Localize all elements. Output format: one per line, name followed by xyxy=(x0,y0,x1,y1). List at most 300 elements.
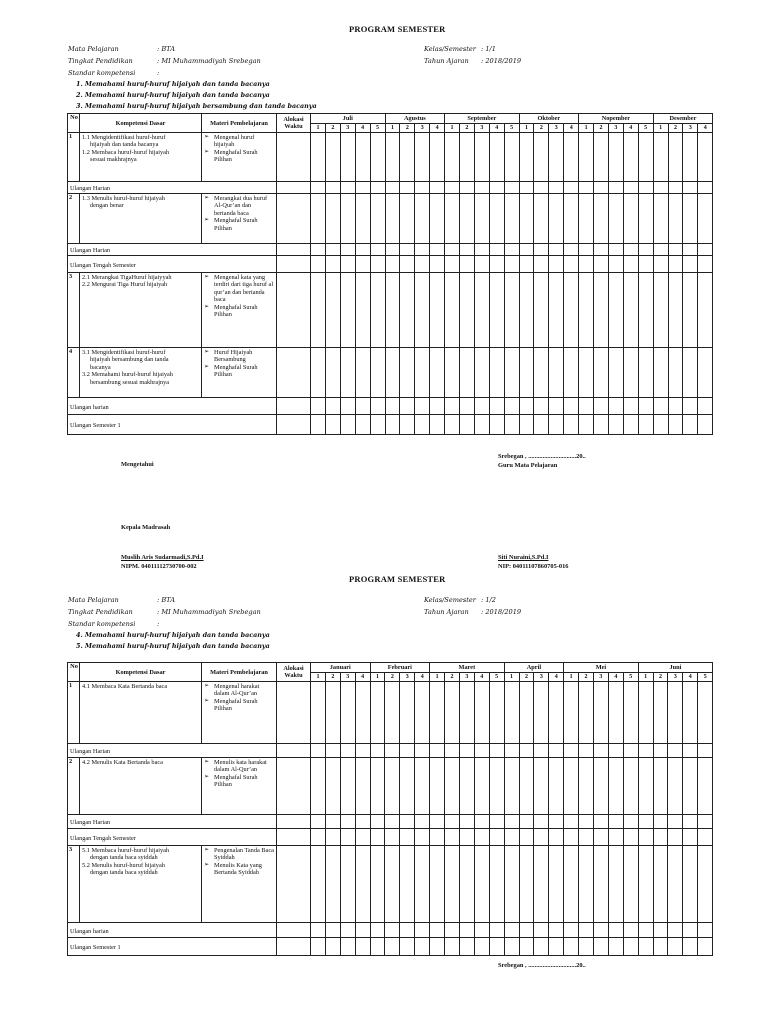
week-cell xyxy=(593,846,608,923)
week-cell xyxy=(311,938,326,956)
table-row xyxy=(68,829,713,846)
kepala-nip: NIPM. 04011112730700-002 xyxy=(121,563,197,570)
materi-item: ➢ Menghafal Surah Pilihan xyxy=(204,774,274,789)
week-header: 3 xyxy=(549,124,564,133)
week-cell xyxy=(385,348,400,398)
week-cell xyxy=(549,182,564,194)
kompetensi-dasar-cell xyxy=(80,682,202,744)
week-header: 3 xyxy=(340,124,355,133)
week-cell xyxy=(608,744,623,758)
week-cell xyxy=(623,194,638,244)
table-row xyxy=(68,415,713,435)
week-cell xyxy=(370,244,385,256)
week-cell xyxy=(608,256,623,273)
week-cell xyxy=(638,273,653,348)
col-kd-header: Kompetensi Dasar xyxy=(80,663,202,682)
week-cell xyxy=(549,415,564,435)
week-cell xyxy=(445,829,460,846)
col-no-header: No xyxy=(68,114,80,133)
table-row xyxy=(68,846,713,923)
week-cell xyxy=(638,398,653,415)
week-cell xyxy=(355,256,370,273)
week-cell xyxy=(638,256,653,273)
week-cell xyxy=(459,758,474,815)
week-cell xyxy=(564,682,579,744)
week-header: 5 xyxy=(489,673,504,682)
week-cell xyxy=(668,815,683,829)
week-cell xyxy=(549,744,564,758)
week-cell xyxy=(355,348,370,398)
week-cell xyxy=(564,273,579,348)
week-cell xyxy=(430,815,445,829)
week-cell xyxy=(430,256,445,273)
ulangan-cell: Ulangan Harian xyxy=(68,244,277,256)
kompetensi-dasar-cell xyxy=(80,758,202,815)
week-cell xyxy=(340,182,355,194)
week-cell xyxy=(325,758,340,815)
week-cell xyxy=(400,256,415,273)
week-cell xyxy=(653,846,668,923)
week-cell xyxy=(504,923,519,938)
week-cell xyxy=(683,758,698,815)
kd-line: 4.1 Membaca Kata Bertanda baca xyxy=(82,683,168,690)
table-row xyxy=(68,398,713,415)
week-cell xyxy=(504,398,519,415)
week-cell xyxy=(430,398,445,415)
week-cell xyxy=(623,398,638,415)
alokasi-cell xyxy=(277,133,311,182)
week-cell xyxy=(474,133,489,182)
week-cell xyxy=(459,815,474,829)
week-cell xyxy=(370,758,385,815)
tahun-label: Tahun Ajaran xyxy=(424,57,469,65)
week-cell xyxy=(564,815,579,829)
kelas-label: Kelas/Semester xyxy=(424,596,476,604)
week-header: 5 xyxy=(623,673,638,682)
week-cell xyxy=(549,938,564,956)
week-cell xyxy=(325,829,340,846)
week-cell xyxy=(579,194,594,244)
kompetensi-dasar-cell xyxy=(80,133,202,182)
week-cell xyxy=(474,348,489,398)
week-cell xyxy=(594,133,609,182)
week-cell xyxy=(549,348,564,398)
materi-item: ➢ Huruf Hijaiyah Bersambung xyxy=(204,349,274,364)
materi-item: ➢ Menghafal Surah Pilihan xyxy=(204,698,274,713)
guru-label: Guru Mata Pelajaran xyxy=(498,462,558,469)
week-cell xyxy=(698,348,713,398)
alokasi-cell xyxy=(277,815,311,829)
week-cell xyxy=(653,256,668,273)
week-cell xyxy=(474,846,489,923)
week-cell xyxy=(623,415,638,435)
kd-line: 3.1 Mengidentifikasi huruf-huruf xyxy=(82,349,166,356)
week-cell xyxy=(400,273,415,348)
materi-cell xyxy=(202,348,277,398)
week-cell xyxy=(504,273,519,348)
sk-colon: : xyxy=(157,69,160,77)
week-cell xyxy=(519,758,534,815)
week-cell xyxy=(430,273,445,348)
table-row xyxy=(68,348,713,398)
month-header: Agustus xyxy=(385,114,445,124)
tingkat-label: Tingkat Pendidikan xyxy=(68,608,133,616)
materi-cell xyxy=(202,758,277,815)
week-cell xyxy=(593,758,608,815)
kelas-label: Kelas/Semester xyxy=(424,45,476,53)
kd-line: 5.1 Membaca huruf-huruf hijaiyah xyxy=(82,847,170,854)
week-cell xyxy=(683,846,698,923)
week-cell xyxy=(534,398,549,415)
week-cell xyxy=(325,846,340,923)
materi-cell xyxy=(202,194,277,244)
week-cell xyxy=(579,815,594,829)
week-cell xyxy=(370,273,385,348)
week-cell xyxy=(355,744,370,758)
week-header: 2 xyxy=(325,673,340,682)
week-cell xyxy=(638,846,653,923)
materi-cell xyxy=(202,682,277,744)
week-cell xyxy=(519,829,534,846)
week-cell xyxy=(593,923,608,938)
week-cell xyxy=(445,682,460,744)
week-cell xyxy=(489,182,504,194)
week-header: 5 xyxy=(504,124,519,133)
week-cell xyxy=(370,415,385,435)
week-cell xyxy=(623,938,638,956)
week-cell xyxy=(489,256,504,273)
table-row xyxy=(68,182,713,194)
week-cell xyxy=(355,938,370,956)
week-cell xyxy=(698,415,713,435)
week-cell xyxy=(638,244,653,256)
week-cell xyxy=(415,244,430,256)
week-header: 4 xyxy=(355,673,370,682)
week-cell xyxy=(564,182,579,194)
week-header: 5 xyxy=(698,673,713,682)
week-header: 3 xyxy=(340,673,355,682)
kd-line: dengan tanda baca syiddah xyxy=(90,869,158,877)
alokasi-cell xyxy=(277,194,311,244)
week-header: 2 xyxy=(519,673,534,682)
materi-item: ➢ Menulis Kata yang Bertanda Syiddah xyxy=(204,862,274,877)
week-cell xyxy=(400,182,415,194)
week-cell xyxy=(549,829,564,846)
row-number: 3 xyxy=(68,846,80,923)
week-cell xyxy=(415,758,430,815)
week-cell xyxy=(504,256,519,273)
week-cell xyxy=(683,348,698,398)
week-cell xyxy=(415,923,430,938)
week-cell xyxy=(668,744,683,758)
week-cell xyxy=(489,244,504,256)
week-cell xyxy=(430,182,445,194)
week-cell xyxy=(549,398,564,415)
week-cell xyxy=(355,682,370,744)
week-cell xyxy=(608,194,623,244)
week-cell xyxy=(519,256,534,273)
week-cell xyxy=(370,846,385,923)
week-cell xyxy=(459,398,474,415)
week-cell xyxy=(564,348,579,398)
mapel-label: Mata Pelajaran xyxy=(68,45,119,53)
kompetensi-dasar-cell xyxy=(80,846,202,923)
kd-line: 1.2 Membaca huruf-huruf hijaiyah xyxy=(82,148,170,156)
materi-cell xyxy=(202,846,277,923)
week-cell xyxy=(504,682,519,744)
week-cell xyxy=(593,744,608,758)
kompetensi-dasar-cell xyxy=(80,194,202,244)
week-cell xyxy=(594,415,609,435)
ulangan-cell: Ulangan harian xyxy=(68,398,277,415)
week-cell xyxy=(325,923,340,938)
week-header: 3 xyxy=(534,673,549,682)
mapel-label: Mata Pelajaran xyxy=(68,596,119,604)
week-cell xyxy=(564,398,579,415)
week-header: 2 xyxy=(534,124,549,133)
week-cell xyxy=(519,133,534,182)
week-cell xyxy=(489,829,504,846)
week-cell xyxy=(623,682,638,744)
week-header: 3 xyxy=(459,673,474,682)
week-cell xyxy=(534,256,549,273)
week-cell xyxy=(415,415,430,435)
week-header: 1 xyxy=(564,673,579,682)
ulangan-cell: Ulangan Tengah Semester xyxy=(68,256,277,273)
week-cell xyxy=(355,244,370,256)
week-cell xyxy=(311,398,326,415)
ulangan-cell: Ulangan Harian xyxy=(68,744,277,758)
week-header: 4 xyxy=(564,124,579,133)
week-cell xyxy=(445,758,460,815)
week-cell xyxy=(400,846,415,923)
week-cell xyxy=(504,938,519,956)
week-cell xyxy=(594,273,609,348)
week-cell xyxy=(564,938,579,956)
week-cell xyxy=(698,194,713,244)
week-header: 4 xyxy=(474,673,489,682)
week-header: 1 xyxy=(311,124,326,133)
week-cell xyxy=(445,273,460,348)
week-cell xyxy=(445,938,460,956)
week-cell xyxy=(608,682,623,744)
week-cell xyxy=(534,744,549,758)
week-cell xyxy=(623,348,638,398)
week-cell xyxy=(415,846,430,923)
week-cell xyxy=(445,923,460,938)
week-cell xyxy=(608,758,623,815)
materi-cell xyxy=(202,273,277,348)
materi-item: ➢ Menulis kata harakat dalam Al-Qur’an xyxy=(204,759,274,774)
week-cell xyxy=(504,829,519,846)
guru-nip: NIP: 04011107860705-016 xyxy=(498,563,569,570)
col-no-header: No xyxy=(68,663,80,682)
mapel-value: : BTA xyxy=(157,45,175,53)
week-cell xyxy=(385,829,400,846)
week-cell xyxy=(683,273,698,348)
week-cell xyxy=(325,256,340,273)
week-cell xyxy=(549,758,564,815)
week-cell xyxy=(579,182,594,194)
week-cell xyxy=(668,273,683,348)
kd-line: 4.2 Menulis Kata Bertanda baca xyxy=(82,759,163,766)
week-cell xyxy=(355,182,370,194)
week-cell xyxy=(608,846,623,923)
mapel-value: : BTA xyxy=(157,596,175,604)
materi-item: ➢ Mengenal harakat dalam Al-Qur’an xyxy=(204,683,274,698)
week-cell xyxy=(430,682,445,744)
week-cell xyxy=(489,815,504,829)
week-cell xyxy=(385,415,400,435)
week-cell xyxy=(311,815,326,829)
alokasi-cell xyxy=(277,829,311,846)
week-cell xyxy=(579,415,594,435)
week-cell xyxy=(519,846,534,923)
sk-item: 3. Memahami huruf-huruf hijaiyah bersambung dan tanda bacanya xyxy=(76,102,317,110)
week-cell xyxy=(549,815,564,829)
week-cell xyxy=(534,244,549,256)
week-cell xyxy=(340,758,355,815)
week-cell xyxy=(489,758,504,815)
tingkat-label: Tingkat Pendidikan xyxy=(68,57,133,65)
program-table-sem2 xyxy=(67,662,713,956)
week-cell xyxy=(534,815,549,829)
week-cell xyxy=(459,829,474,846)
alokasi-cell xyxy=(277,348,311,398)
week-cell xyxy=(534,938,549,956)
week-cell xyxy=(430,846,445,923)
col-aw-header xyxy=(277,114,311,133)
week-cell xyxy=(370,815,385,829)
week-header: 4 xyxy=(415,673,430,682)
week-cell xyxy=(459,256,474,273)
week-cell xyxy=(683,923,698,938)
week-cell xyxy=(534,194,549,244)
ulangan-cell: Ulangan Harian xyxy=(68,182,277,194)
week-cell xyxy=(400,938,415,956)
materi-item: ➢ Menghafal Surah Pilihan xyxy=(204,217,274,232)
week-cell xyxy=(579,256,594,273)
week-cell xyxy=(504,182,519,194)
alokasi-cell xyxy=(277,846,311,923)
kepala-name: Muslih Aris Sudarmadi,S.Pd.I xyxy=(121,554,204,561)
week-cell xyxy=(355,923,370,938)
week-cell xyxy=(355,846,370,923)
week-cell xyxy=(311,256,326,273)
week-cell xyxy=(489,744,504,758)
row-number: 1 xyxy=(68,133,80,182)
materi-item: ➢ Pengenalan Tanda Baca Syiddah xyxy=(204,847,274,862)
materi-item: ➢ Mengenal huruf hijaiyah xyxy=(204,134,274,149)
week-cell xyxy=(489,398,504,415)
week-cell xyxy=(668,194,683,244)
week-cell xyxy=(698,182,713,194)
week-cell xyxy=(325,244,340,256)
week-cell xyxy=(489,682,504,744)
week-cell xyxy=(445,256,460,273)
week-cell xyxy=(668,923,683,938)
week-cell xyxy=(445,244,460,256)
week-cell xyxy=(459,923,474,938)
week-cell xyxy=(385,256,400,273)
tahun-label: Tahun Ajaran xyxy=(424,608,469,616)
place-date: Srebegan , ..............................20.. xyxy=(498,453,586,460)
guru-name: Siti Nuraini,S.Pd.I xyxy=(498,554,549,561)
week-cell xyxy=(519,182,534,194)
week-cell xyxy=(668,256,683,273)
week-cell xyxy=(311,923,326,938)
ulangan-cell: Ulangan Tengah Semester xyxy=(68,829,277,846)
sk-colon: : xyxy=(157,620,160,628)
week-cell xyxy=(325,194,340,244)
week-cell xyxy=(311,133,326,182)
week-cell xyxy=(698,273,713,348)
week-cell xyxy=(623,815,638,829)
week-cell xyxy=(579,348,594,398)
week-cell xyxy=(698,829,713,846)
week-cell xyxy=(430,194,445,244)
week-cell xyxy=(415,348,430,398)
week-cell xyxy=(340,923,355,938)
week-cell xyxy=(653,398,668,415)
week-cell xyxy=(355,829,370,846)
week-cell xyxy=(340,415,355,435)
week-cell xyxy=(430,923,445,938)
week-cell xyxy=(564,415,579,435)
week-header: 1 xyxy=(385,124,400,133)
week-cell xyxy=(698,682,713,744)
week-cell xyxy=(534,829,549,846)
week-cell xyxy=(340,398,355,415)
table-row xyxy=(68,923,713,938)
week-cell xyxy=(549,846,564,923)
week-cell xyxy=(608,923,623,938)
month-header: Oktober xyxy=(519,114,579,124)
week-cell xyxy=(311,244,326,256)
kd-line: hijaiyah dan tanda bacanya xyxy=(90,141,159,149)
week-header: 4 xyxy=(698,124,713,133)
week-cell xyxy=(445,815,460,829)
week-header: 2 xyxy=(594,124,609,133)
week-cell xyxy=(623,256,638,273)
tingkat-value: : MI Muhammadiyah Srebegan xyxy=(157,608,261,616)
week-cell xyxy=(459,194,474,244)
week-cell xyxy=(653,923,668,938)
week-cell xyxy=(579,244,594,256)
alokasi-cell xyxy=(277,682,311,744)
week-cell xyxy=(474,256,489,273)
week-header: 2 xyxy=(445,673,460,682)
week-cell xyxy=(415,682,430,744)
week-cell xyxy=(385,398,400,415)
week-cell xyxy=(355,415,370,435)
week-cell xyxy=(474,938,489,956)
week-header: 3 xyxy=(593,673,608,682)
week-cell xyxy=(355,815,370,829)
week-cell xyxy=(385,194,400,244)
week-cell xyxy=(370,829,385,846)
kd-line: bersambung sesuai makhrajnya xyxy=(90,378,170,386)
week-cell xyxy=(653,182,668,194)
week-cell xyxy=(653,938,668,956)
week-cell xyxy=(683,244,698,256)
week-cell xyxy=(593,829,608,846)
week-cell xyxy=(504,133,519,182)
week-cell xyxy=(623,133,638,182)
week-cell xyxy=(504,815,519,829)
week-cell xyxy=(683,744,698,758)
kepala-label: Kepala Madrasah xyxy=(121,524,171,531)
